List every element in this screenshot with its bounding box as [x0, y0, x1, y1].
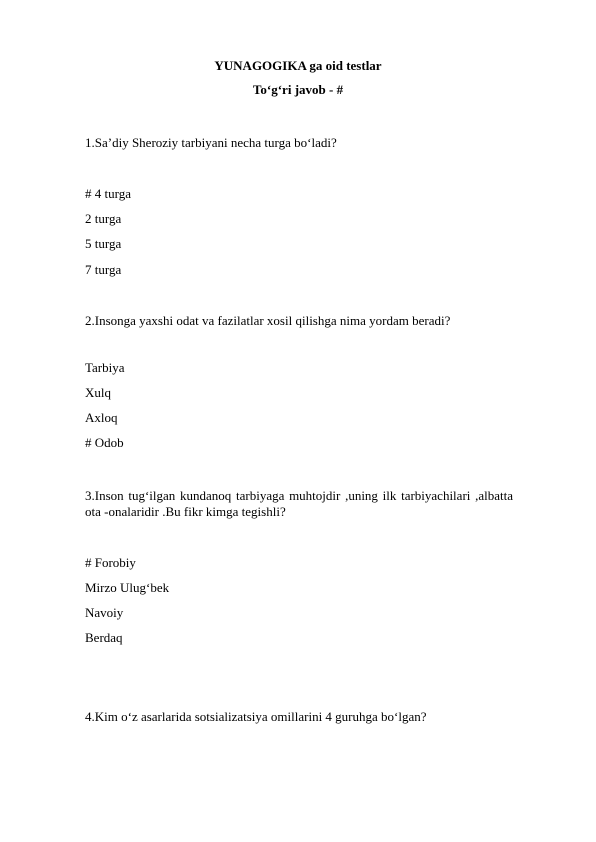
- question-1-option-2: 2 turga: [85, 211, 122, 226]
- question-1-option-4: 7 turga: [85, 262, 122, 277]
- question-2-option-3: Axloq: [85, 410, 118, 425]
- question-3-option-2: Mirzo Ulug‘bek: [85, 580, 170, 595]
- question-1-option-1: # 4 turga: [85, 186, 131, 201]
- question-3-option-4: Berdaq: [85, 630, 123, 645]
- question-1-option-3: 5 turga: [85, 236, 122, 251]
- question-3-option-3: Navoiy: [85, 605, 124, 620]
- question-4-text: 4.Kim o‘z asarlarida sotsializatsiya omillarini 4 guruhga bo‘lgan?: [85, 709, 427, 724]
- question-2-option-1: Tarbiya: [85, 360, 125, 375]
- answer-key-note: To‘g‘ri javob - #: [252, 82, 344, 97]
- question-2-option-2: Xulq: [85, 385, 111, 400]
- document-title: YUNAGOGIKA ga oid testlar: [214, 58, 382, 73]
- question-2-text: 2.Insonga yaxshi odat va fazilatlar xosil qilishga nima yordam beradi?: [85, 313, 451, 328]
- question-3-option-1: # Forobiy: [85, 555, 136, 570]
- question-2-option-4: # Odob: [85, 435, 124, 450]
- question-1-text: 1.Sa’diy Sheroziy tarbiyani necha turga bo‘ladi?: [85, 135, 337, 150]
- question-3-text: 3.Inson tug‘ilgan kundanoq tarbiyaga muhtojdir ,uning ilk tarbiyachilari ,albatta ota -onalaridir .Bu fikr kimga tegishli?: [85, 488, 513, 519]
